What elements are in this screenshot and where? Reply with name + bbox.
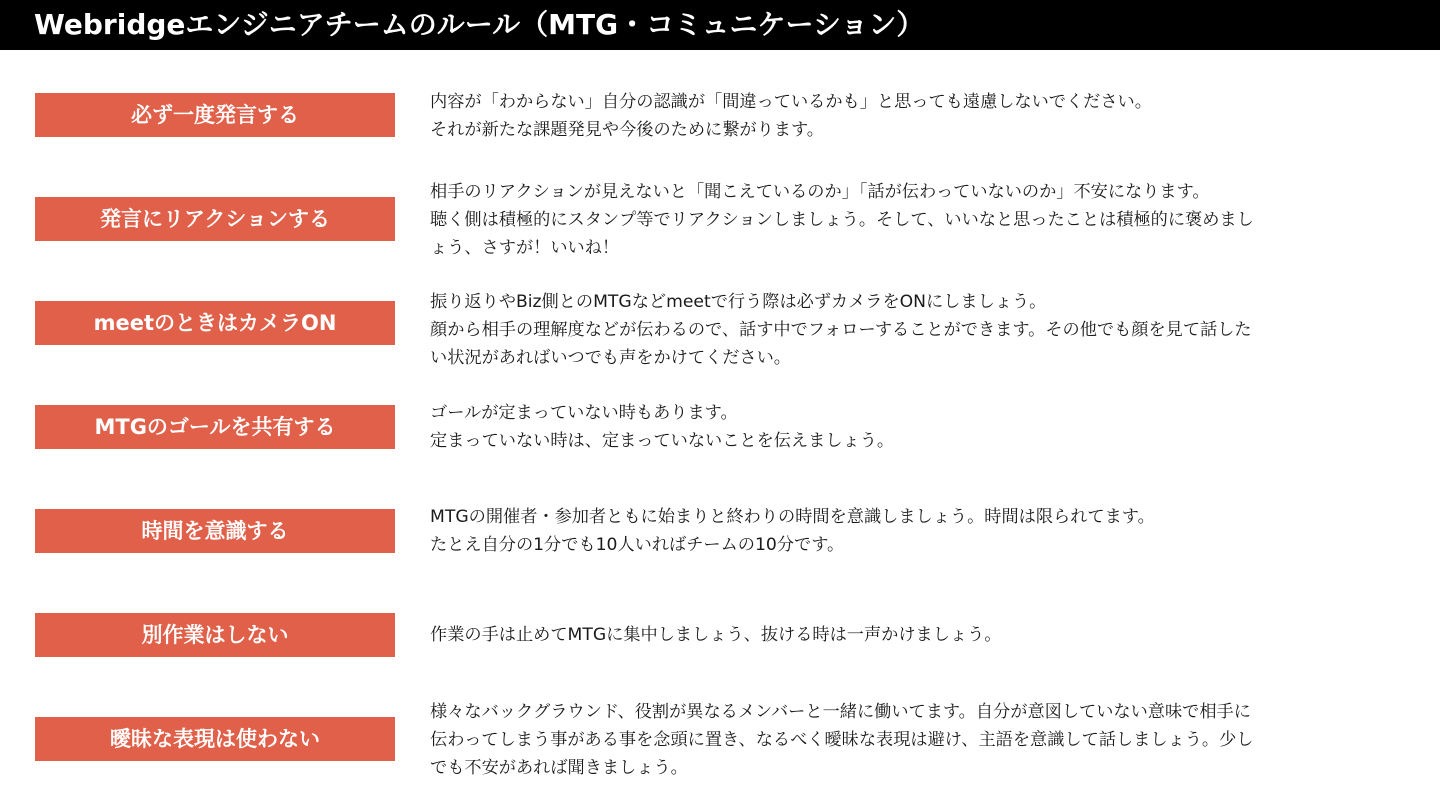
rule-description-line: たとえ自分の1分でも10人いればチームの10分です。 [430,535,845,555]
rule-description-line: 様々なバックグラウンド、役割が異なるメンバーと一緒に働いてます。自分が意図していない意味で相手に [430,702,1251,722]
rule-description [430,698,1400,782]
rule-description-line: 顔から相手の理解度などが伝わるので、話す中でフォローすることができます。その他でも顔を見て話した [430,320,1252,340]
rule-description [430,503,1400,559]
rule-description-line: い状況があればいつでも声をかけてください。 [430,348,791,368]
rule-description [430,399,1400,455]
rule-description [430,178,1400,262]
rule-description-line: それが新たな課題発見や今後のために繋がります。 [430,120,824,140]
rule-description-line: ょう、さすが！いいね！ [430,238,620,258]
rule-description [430,288,1400,372]
rule-description-line: 振り返りやBiz側とのMTGなどmeetで行う際は必ずカメラをONにしましょう。 [430,292,1047,312]
rule-title-badge: 発言にリアクションする [35,197,395,241]
rule-description-line: 内容が「わからない」自分の認識が「間違っているかも」と思っても遠慮しないでください。 [430,92,1152,112]
rule-title-badge: 曖昧な表現は使わない [35,717,395,761]
rule-description-line: 伝わってしまう事がある事を念頭に置き、なるべく曖昧な表現は避け、主語を意識して話しましょう。少し [430,730,1254,750]
rule-description-line: でも不安があれば聞きましょう。 [430,758,688,778]
rule-description-line: ゴールが定まっていない時もあります。 [430,403,738,423]
rule-description [430,88,1400,144]
rule-title-badge: 時間を意識する [35,509,395,553]
rule-title-badge: 別作業はしない [35,613,395,657]
rule-title-badge: meetのときはカメラON [35,301,395,345]
rule-title-badge: MTGのゴールを共有する [35,405,395,449]
header-bar [0,0,1440,50]
rule-description [430,621,1400,649]
rule-description-line: MTGの開催者・参加者ともに始まりと終わりの時間を意識しましょう。時間は限られてます。 [430,507,1155,527]
rule-description-line: 定まっていない時は、定まっていないことを伝えましょう。 [430,431,895,451]
rule-description-line: 相手のリアクションが見えないと「聞こえているのか」「話が伝わっていないのか」不安になります。 [430,182,1210,202]
page-title: Webridgeエンジニアチームのルール（MTG・コミュニケーション） [34,8,925,41]
rule-title-badge: 必ず一度発言する [35,93,395,137]
rule-description-line: 作業の手は止めてMTGに集中しましょう、抜ける時は一声かけましょう。 [430,625,1002,645]
rule-description-line: 聴く側は積極的にスタンプ等でリアクションしましょう。そして、いいなと思ったことは積極的に褒めまし [430,210,1254,230]
